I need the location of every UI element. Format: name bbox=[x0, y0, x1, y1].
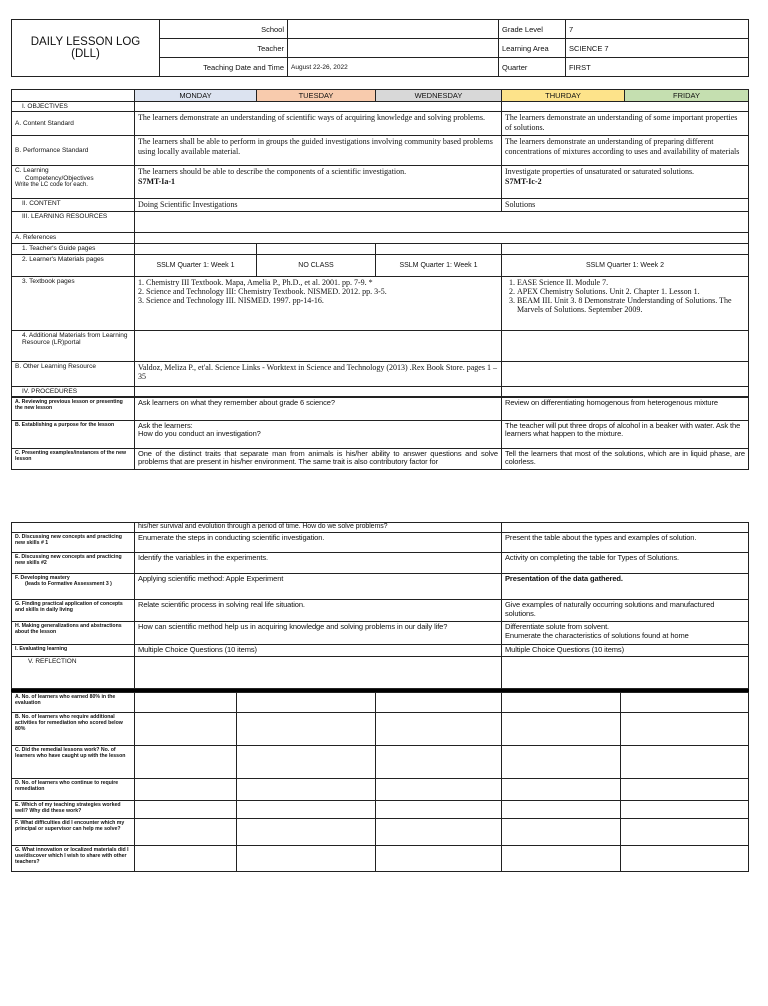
teacher-value[interactable] bbox=[288, 39, 499, 58]
procedure-i-right: Multiple Choice Questions (10 items) bbox=[502, 645, 749, 657]
performance-standard-label: B. Performance Standard bbox=[12, 136, 135, 166]
reflection-a-label: A. No. of learners who earned 80% in the evaluation bbox=[12, 692, 135, 712]
tb-left: 1. Chemistry III Textbook. Mapa, Amelia P., Ph.D., et al. 2001. pp. 7-9. * 2. Science and Technology III: Chemistry Textbook. NISMED. 2012. pp. 3-5. 3. Science and Technology III. NISMED. 1997. pp-14-16. bbox=[135, 276, 502, 330]
content-standard-right: The learners demonstrate an understanding of some important properties of solutions. bbox=[502, 112, 749, 136]
procedure-f-label: F. Developing mastery (leads to Formative Assessment 3 ) bbox=[12, 574, 135, 600]
procedure-c-left: One of the distinct traits that separate man from animals is his/her ability to answer questions and solve problems that are present in his/her environment. The same trait is also contributory factor for bbox=[135, 448, 502, 469]
lesson-table-page2 bbox=[11, 522, 749, 872]
grade-value[interactable]: 7 bbox=[566, 20, 749, 39]
procedure-c-label: C. Presenting examples/instances of the new lesson bbox=[12, 448, 135, 469]
area-label: Learning Area bbox=[499, 39, 566, 58]
procedure-c-continued: his/her survival and evolution through a period of time. How do we solve problems? bbox=[135, 523, 502, 533]
reflection-f-label: F. What difficulties did I encounter which my principal or supervisor can help me solve? bbox=[12, 818, 135, 845]
school-label: School bbox=[160, 20, 288, 39]
day-tuesday: TUESDAY bbox=[257, 90, 376, 102]
additional-materials-label: 4. Additional Materials from Learning Resource (LR)portal bbox=[12, 330, 135, 361]
procedure-h-label: H. Making generalizations and abstractions about the lesson bbox=[12, 622, 135, 645]
procedure-e-label: E. Discussing new concepts and practicing new skills #2 bbox=[12, 553, 135, 574]
document-title: DAILY LESSON LOG (DLL) bbox=[12, 20, 160, 77]
references-label: A. References bbox=[12, 232, 135, 243]
reflection-d-label: D. No. of learners who continue to require remediation bbox=[12, 778, 135, 800]
date-label: Teaching Date and Time bbox=[160, 58, 288, 77]
performance-standard-right: The learners demonstrate an understanding of preparing different concentrations of mixtures according to uses and availability of materials bbox=[502, 136, 749, 166]
lm-thursday-friday: SSLM Quarter 1: Week 2 bbox=[502, 254, 749, 276]
objectives-heading: I. OBJECTIVES bbox=[12, 102, 135, 112]
reflection-label: V. REFLECTION bbox=[12, 656, 135, 688]
day-wednesday: WEDNESDAY bbox=[376, 90, 502, 102]
lesson-table-page1 bbox=[11, 89, 749, 470]
grade-label: Grade Level bbox=[499, 20, 566, 39]
tg-label: 1. Teacher's Guide pages bbox=[12, 243, 135, 254]
procedure-a-left: Ask learners on what they remember about grade 6 science? bbox=[135, 397, 502, 420]
reflection-e-label: E. Which of my teaching strategies worked well? Why did these work? bbox=[12, 800, 135, 818]
quarter-value[interactable]: FIRST bbox=[566, 58, 749, 77]
procedure-d-left: Enumerate the steps in conducting scientific investigation. bbox=[135, 533, 502, 553]
lm-wednesday: SSLM Quarter 1: Week 1 bbox=[376, 254, 502, 276]
header-table bbox=[11, 19, 749, 77]
tb-label: 3. Textbook pages bbox=[12, 276, 135, 330]
reflection-g-label: G. What innovation or localized materials did I use/discover which I wish to share with other teachers? bbox=[12, 845, 135, 871]
procedure-b-left: Ask the learners: How do you conduct an investigation? bbox=[135, 420, 502, 448]
school-value[interactable] bbox=[288, 20, 499, 39]
competency-left: The learners should be able to describe the components of a scientific investigation. S7MT-Ia-1 bbox=[135, 166, 502, 199]
procedures-label: IV. PROCEDURES bbox=[12, 386, 135, 397]
procedure-g-left: Relate scientific process in solving real life situation. bbox=[135, 600, 502, 622]
procedure-f-right: Presentation of the data gathered. bbox=[502, 574, 749, 600]
reflection-b-label: B. No. of learners who require additional activities for remediation who scored below 80% bbox=[12, 712, 135, 745]
procedure-d-right: Present the table about the types and examples of solution. bbox=[502, 533, 749, 553]
procedure-f-left: Applying scientific method: Apple Experiment bbox=[135, 574, 502, 600]
procedure-i-label: I. Evaluating learning bbox=[12, 645, 135, 657]
day-monday: MONDAY bbox=[135, 90, 257, 102]
quarter-label: Quarter bbox=[499, 58, 566, 77]
competency-right: Investigate properties of unsaturated or saturated solutions. S7MT-Ic-2 bbox=[502, 166, 749, 199]
resources-label: III. LEARNING RESOURCES bbox=[12, 211, 135, 232]
procedure-b-label: B. Establishing a purpose for the lesson bbox=[12, 420, 135, 448]
competency-code-left: S7MT-Ia-1 bbox=[138, 176, 176, 186]
content-right: Solutions bbox=[502, 199, 749, 211]
lm-tuesday: NO CLASS bbox=[257, 254, 376, 276]
procedure-b-right: The teacher will put three drops of alcohol in a beaker with water. Ask the learners what happen to the mixture. bbox=[502, 420, 749, 448]
procedure-e-left: Identify the variables in the experiments. bbox=[135, 553, 502, 574]
procedure-i-left: Multiple Choice Questions (10 items) bbox=[135, 645, 502, 657]
other-resource-left: Valdoz, Meliza P., et'al. Science Links - Worktext in Science and Technology (2013) .Rex Book Store. pages 1 – 35 bbox=[135, 361, 502, 386]
content-label: II. CONTENT bbox=[12, 199, 135, 211]
reflection-c-label: C. Did the remedial lessons work? No. of learners who have caught up with the lesson bbox=[12, 745, 135, 778]
area-value[interactable]: SCIENCE 7 bbox=[566, 39, 749, 58]
procedure-a-label: A. Reviewing previous lesson or presenting the new lesson bbox=[12, 397, 135, 420]
other-resource-label: B. Other Learning Resource bbox=[12, 361, 135, 386]
procedure-h-left: How can scientific method help us in acquiring knowledge and solving problems in our daily life? bbox=[135, 622, 502, 645]
lm-label: 2. Learner's Materials pages bbox=[12, 254, 135, 276]
lm-monday: SSLM Quarter 1: Week 1 bbox=[135, 254, 257, 276]
procedure-g-right: Give examples of naturally occurring solutions and manufactured solutions. bbox=[502, 600, 749, 622]
procedure-c-right: Tell the learners that most of the solutions, which are in liquid phase, are colorless. bbox=[502, 448, 749, 469]
competency-label: C. Learning Competency/Objectives Write the LC code for each. bbox=[12, 166, 135, 199]
procedure-g-label: G. Finding practical application of concepts and skills in daily living bbox=[12, 600, 135, 622]
procedure-e-right: Activity on completing the table for Types of Solutions. bbox=[502, 553, 749, 574]
procedure-d-label: D. Discussing new concepts and practicing new skills # 1 bbox=[12, 533, 135, 553]
day-thursday: THURDAY bbox=[502, 90, 625, 102]
content-standard-left: The learners demonstrate an understanding of scientific ways of acquiring knowledge and solving problems. bbox=[135, 112, 502, 136]
teacher-label: Teacher bbox=[160, 39, 288, 58]
procedure-h-right: Differentiate solute from solvent. Enumerate the characteristics of solutions found at home bbox=[502, 622, 749, 645]
tb-right: 1. EASE Science II. Module 7. 2. APEX Chemistry Solutions. Unit 2. Chapter 1. Lesson 1. 3. BEAM III. Unit 3. 8 Demonstrate Understanding of Solutions. The Marvels of Solutions. September 2009. bbox=[502, 276, 749, 330]
procedure-a-right: Review on differentiating homogenous from heterogenous mixture bbox=[502, 397, 749, 420]
content-left: Doing Scientific Investigations bbox=[135, 199, 502, 211]
day-friday: FRIDAY bbox=[625, 90, 749, 102]
date-value[interactable]: August 22-26, 2022 bbox=[288, 58, 499, 77]
content-standard-label: A. Content Standard bbox=[12, 112, 135, 136]
performance-standard-left: The learners shall be able to perform in groups the guided investigations involving community based problems using locally available material. bbox=[135, 136, 502, 166]
competency-code-right: S7MT-Ic-2 bbox=[505, 176, 542, 186]
